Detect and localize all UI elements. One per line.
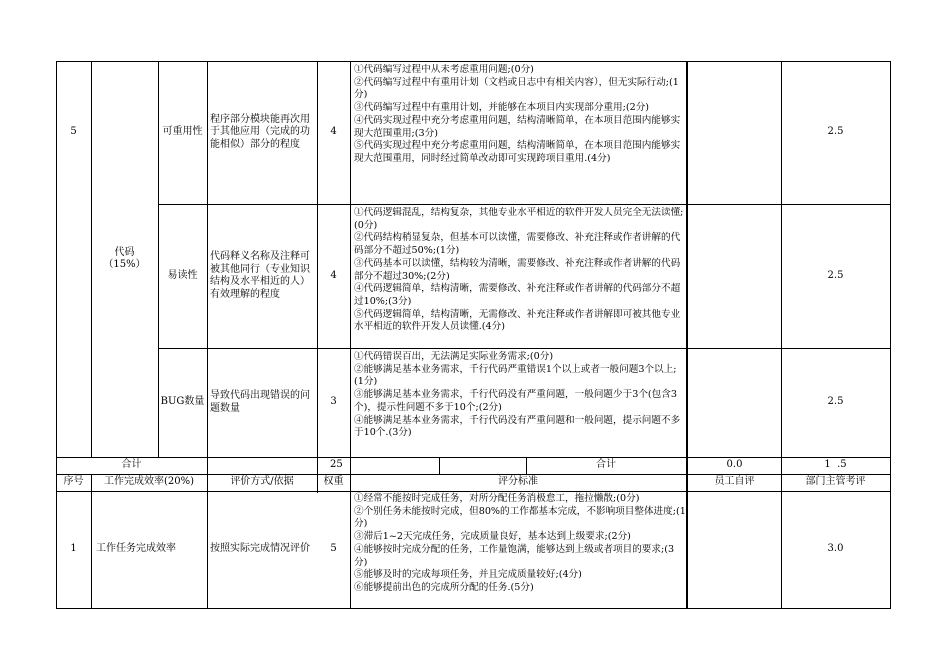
header-manager-eval: 部门主管考评 — [805, 476, 866, 488]
self-total: 0.0 — [726, 459, 743, 471]
manager-eval: 2.5 — [827, 269, 844, 281]
header-category: 工作完成效率(20%) — [103, 476, 195, 488]
self-eval — [688, 61, 781, 204]
item-description: 代码释义名称及注释可被其他同行（专业知识结构及水平相近的人）有效理解的程度 — [210, 251, 310, 300]
item-description: 导致代码出现错误的问题数量 — [210, 390, 310, 414]
header-weight: 权重 — [323, 476, 344, 488]
grid-line — [890, 61, 891, 609]
item-name: 工作任务完成效率 — [96, 543, 176, 555]
self-eval — [688, 348, 781, 457]
category-label — [91, 61, 158, 457]
item-criteria: ①代码逻辑混乱，结构复杂，其他专业水平相近的软件开发人员完全无法读懂;(0分) ②代码结构稍显复杂，但基本可以读懂，需要修改、补充注释或作者讲解的代码部分不超过50%;(1分) ③代码基本可以读懂，结构较为清晰，需要修改、补充注释或作者讲解的代码部分不超过30%;(2分) ④代码逻辑简单，结构清晰，需要修改、补充注释或作者讲解的代码部分不超过10%;(3分) ⑤代码逻辑简单，结构清晰，无需修改、补充注释或作者讲解即可被其他专业水平相近的软件开发人员读懂.(4分) — [354, 207, 684, 333]
grid-line — [439, 457, 440, 474]
item-criteria: ①经常不能按时完成任务，对所分配任务消极怠工，拖拉懒散;(0分) ②个别任务未能按时完成，但80%的工作都基本完成，不影响项目整体进度;(1分) ③滞后1~2天完成任务，完成质量良好，基本达到上级要求;(2分) ④能够按时完成分配的任务，工作量饱满，能够达到上级或者项目的要求;(3分) ⑤能够及时的完成每项任务，并且完成质量较好;(4分) ⑥能够提前出色的完成所分配的任务.(5分) — [354, 493, 686, 593]
self-eval — [688, 491, 781, 608]
item-name: 可重用性 — [162, 126, 203, 138]
grid-line — [91, 475, 92, 609]
category-weight: （15%） — [103, 259, 146, 270]
item-method: 按照实际完成情况评价 — [210, 543, 310, 555]
header-method: 评价方式/依据 — [230, 476, 294, 488]
total-label: 合计 — [121, 459, 142, 471]
self-eval — [688, 204, 781, 348]
manager-eval: 2.5 — [827, 126, 844, 138]
evaluation-sheet — [56, 61, 891, 609]
header-no: 序号 — [63, 476, 84, 488]
grid-line — [207, 61, 208, 457]
item-weight: 3 — [330, 396, 337, 408]
header-criteria: 评分标准 — [498, 476, 538, 488]
item-criteria: ①代码错误百出，无法满足实际业务需求;(0分) ②能够满足基本业务需求，千行代码严重错误1个以上或者一般问题3个以上;(1分) ③能够满足基本业务需求，千行代码没有严重问题，一般问题少于3个(包含3个)，提示性问题不多于10个;(2分) ④能够满足基本业务需求，千行代码没有严重问题和一般问题，提示问题不多于10个.(3分) — [354, 351, 681, 439]
total-weight: 25 — [330, 459, 343, 471]
row-number: 5 — [70, 126, 77, 138]
grid-line — [350, 61, 351, 609]
manager-total: 1 .5 — [824, 459, 847, 471]
item-criteria: ①代码编写过程中从未考虑重用问题;(0分) ②代码编写过程中有重用计划（文档或日志中有相关内容），但无实际行动;(1分) ③代码编写过程中有重用计划，并能够在本项目内实现部分重用;(2分) ④代码实现过程中充分考虑重用问题，结构清晰简单，在本项目范围内能够实现大范围重用;(3分) ⑤代码实现过程中充分考虑重用问题，结构清晰简单，在本项目范围内能够实现大范围重用，同时经过简单改动即可实现跨项目重用.(4分) — [354, 64, 681, 164]
item-name: BUG数量 — [160, 396, 205, 408]
header-self-eval: 员工自评 — [714, 476, 755, 488]
manager-eval: 2.5 — [827, 396, 844, 408]
row-number: 1 — [70, 543, 77, 555]
item-description: 程序部分模块能再次用于其他应用（完成的功能相似）部分的程度 — [210, 113, 310, 150]
category-name: 代码 — [114, 246, 135, 258]
item-weight: 4 — [330, 126, 337, 138]
item-weight: 5 — [330, 543, 337, 555]
item-weight: 4 — [330, 269, 337, 281]
manager-eval: 3.0 — [827, 543, 844, 555]
total-label-2: 合计 — [596, 459, 616, 471]
item-name: 易读性 — [167, 269, 198, 281]
